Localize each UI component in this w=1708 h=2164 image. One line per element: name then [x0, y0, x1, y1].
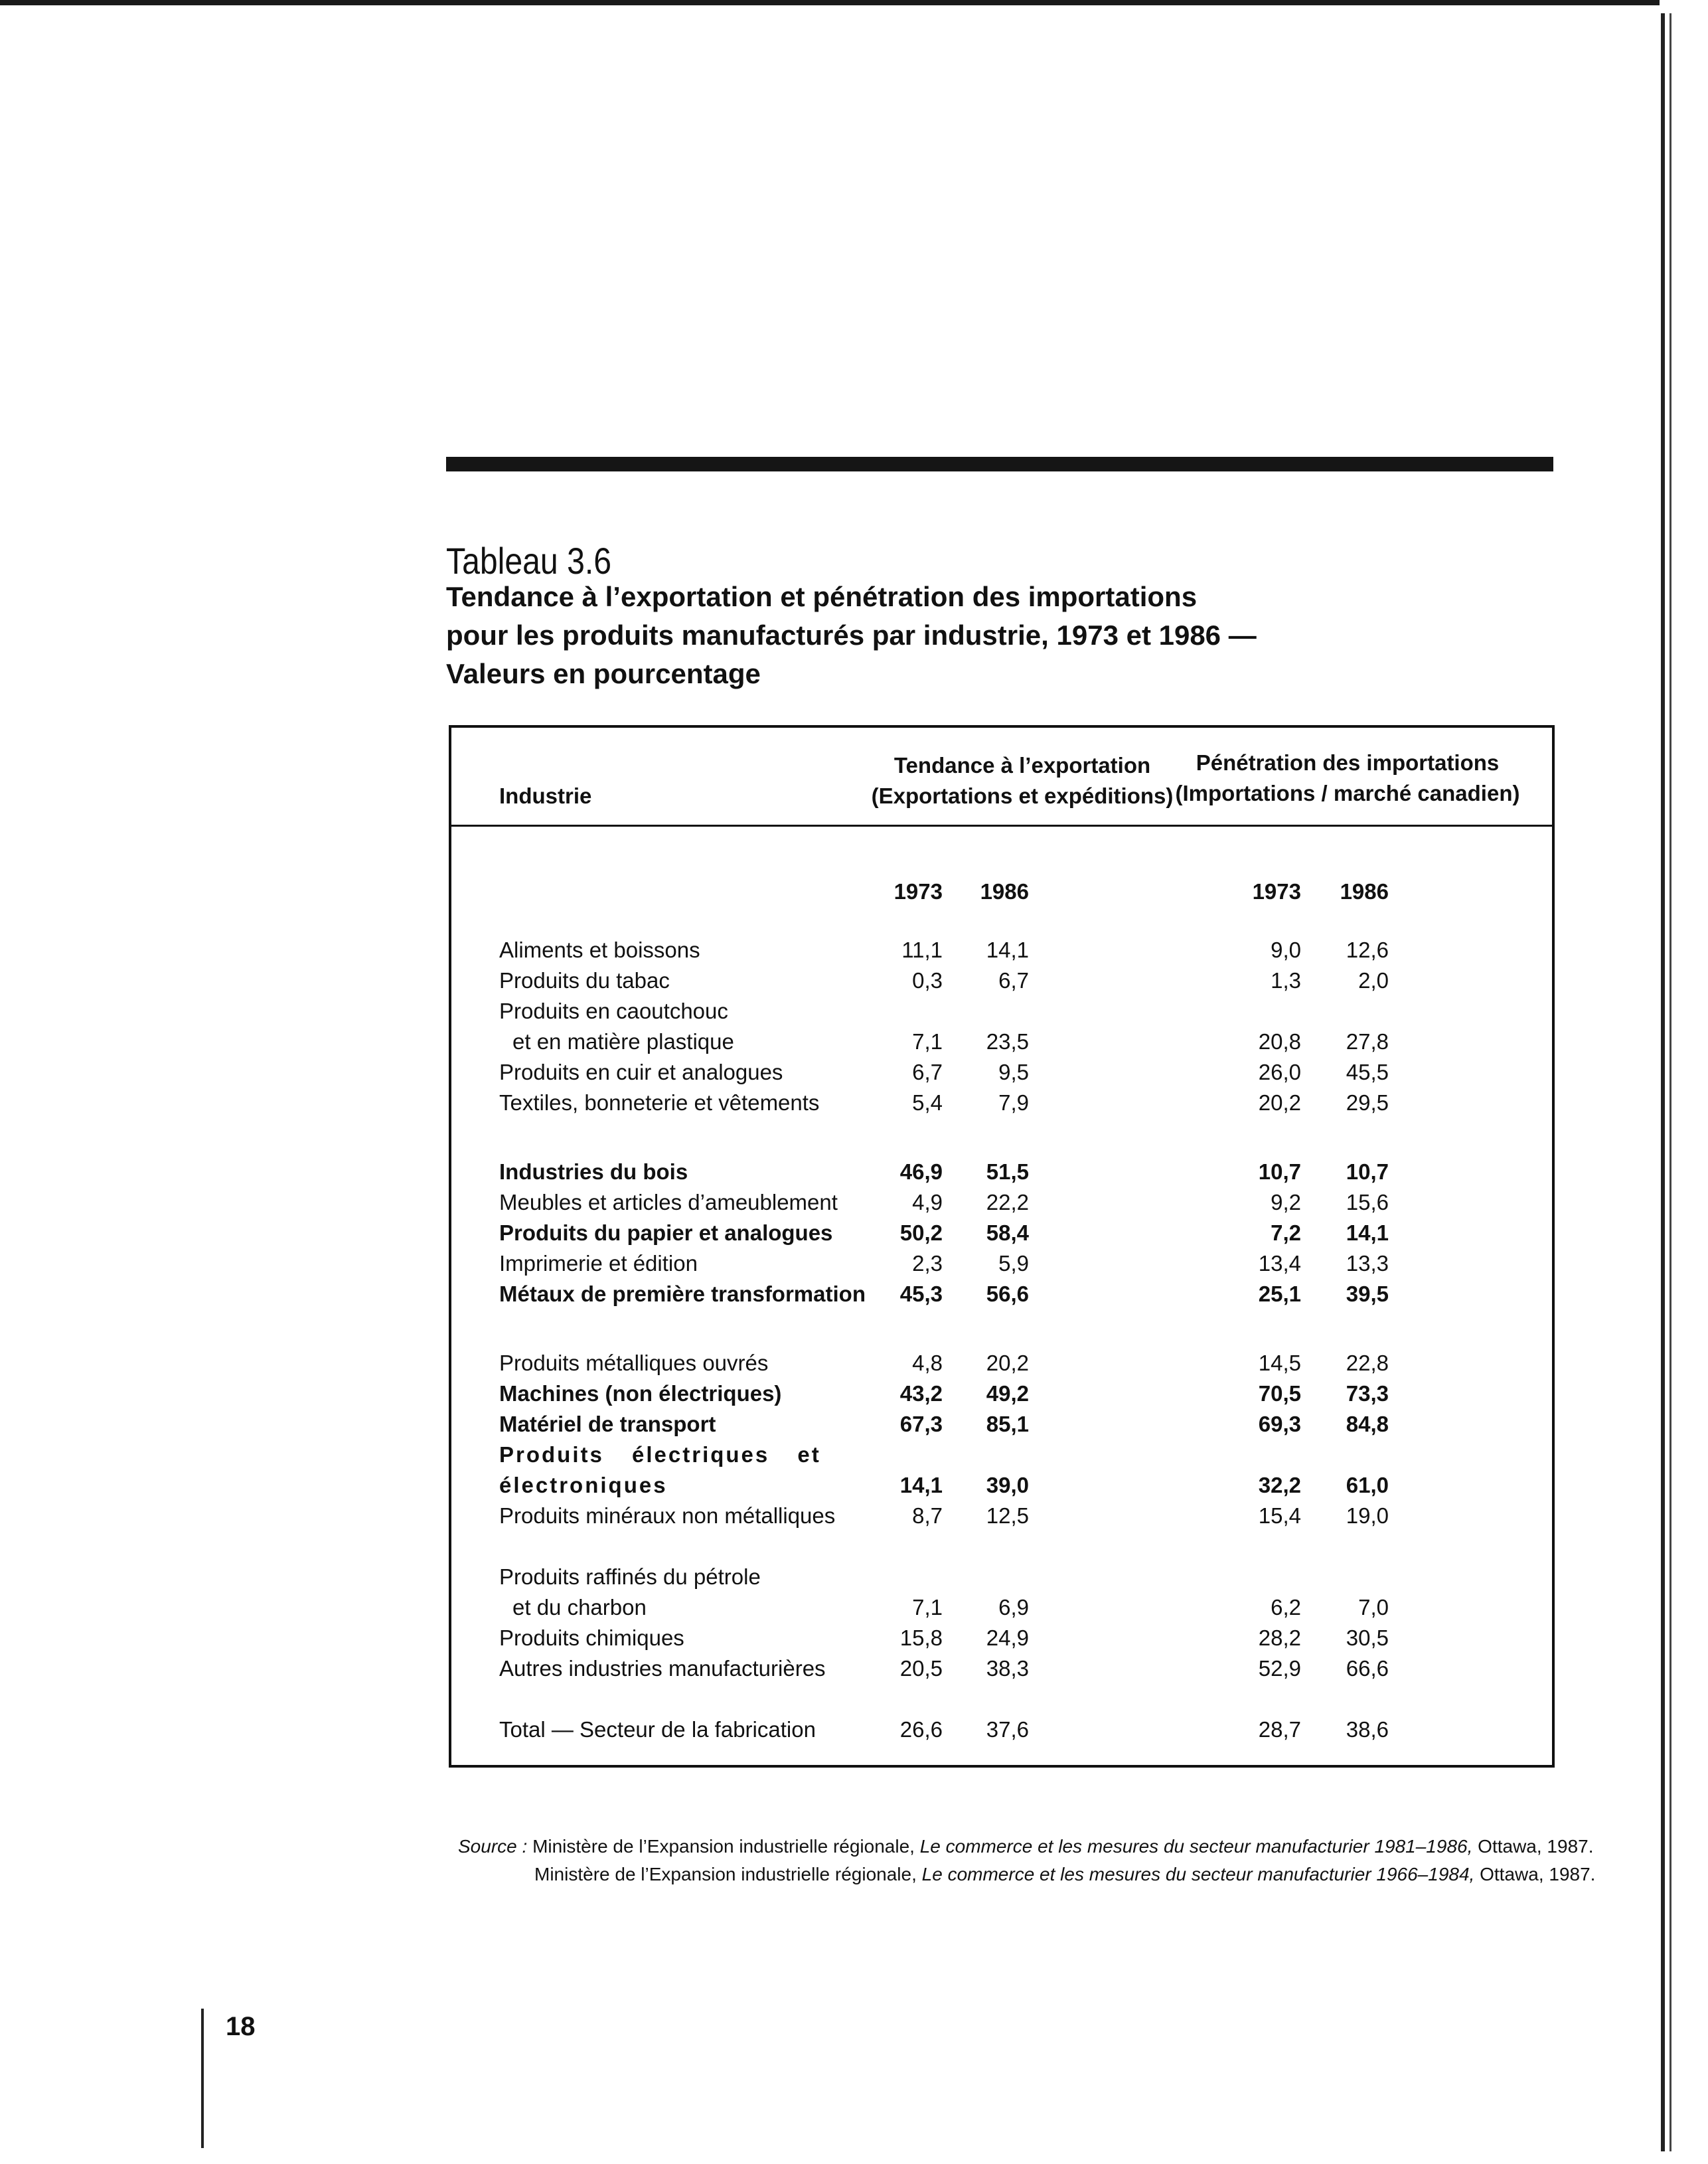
cell-value: 27,8 — [1346, 1029, 1389, 1054]
cell-value: 7,1 — [912, 1029, 943, 1054]
cell-value: 1,3 — [1271, 968, 1301, 993]
cell-value: 12,5 — [986, 1503, 1029, 1528]
year-import-1973: 1973 — [1252, 879, 1301, 904]
cell-value: 15,8 — [899, 1625, 943, 1650]
industry-label: Imprimerie et édition — [499, 1251, 698, 1276]
table-row — [451, 1378, 1552, 1409]
cell-value: 46,9 — [899, 1159, 943, 1184]
cell-value: 38,3 — [986, 1656, 1029, 1681]
cell-value: 49,2 — [986, 1381, 1029, 1406]
table-row — [451, 1157, 1552, 1187]
page-number: 18 — [226, 2012, 256, 2041]
cell-value: 20,5 — [899, 1656, 943, 1681]
industry-label: Aliments et boissons — [499, 938, 700, 962]
cell-value: 8,7 — [912, 1503, 943, 1528]
table-row — [451, 996, 1552, 1027]
cell-value: 84,8 — [1346, 1412, 1389, 1436]
cell-value: 85,1 — [986, 1412, 1029, 1436]
cell-value: 9,2 — [1271, 1190, 1301, 1214]
table-label: Tableau 3.6 — [446, 540, 612, 582]
header-export-line2: (Exportations et expéditions) — [871, 784, 1174, 808]
cell-value: 20,8 — [1258, 1029, 1301, 1054]
cell-value: 70,5 — [1258, 1381, 1301, 1406]
cell-value: 13,3 — [1346, 1251, 1389, 1276]
table-row — [451, 1409, 1552, 1440]
cell-value: 14,5 — [1258, 1351, 1301, 1375]
industry-label: Machines (non électriques) — [499, 1381, 782, 1406]
header-industrie: Industrie — [499, 784, 592, 808]
data-table — [449, 725, 1555, 1768]
year-export-1973: 1973 — [893, 879, 943, 904]
industry-label: et en matière plastique — [512, 1029, 734, 1054]
table-row — [451, 1348, 1552, 1378]
cell-value: 7,0 — [1358, 1595, 1389, 1620]
cell-value: 50,2 — [899, 1220, 943, 1245]
industry-label: Métaux de première transformation — [499, 1282, 866, 1306]
industry-label: Total — Secteur de la fabrication — [499, 1717, 816, 1742]
title-line: pour les produits manufacturés par industrie, 1973 et 1986 — — [446, 620, 1257, 651]
title-line: Valeurs en pourcentage — [446, 658, 761, 689]
scan-top-edge — [0, 0, 1660, 5]
industry-label: Meubles et articles d’ameublement — [499, 1190, 838, 1214]
industry-label: Produits en cuir et analogues — [499, 1060, 783, 1084]
source-place: Ottawa, 1987. — [1478, 1836, 1594, 1857]
source-title: Le commerce et les mesures du secteur manufacturier 1966–1984, — [921, 1864, 1475, 1884]
industry-label: Matériel de transport — [499, 1412, 716, 1436]
cell-value: 2,0 — [1358, 968, 1389, 993]
industry-label: Produits raffinés du pétrole — [499, 1564, 761, 1589]
cell-value: 9,5 — [998, 1060, 1029, 1084]
source-label: Source : — [458, 1836, 528, 1857]
header-import-line2: (Importations / marché canadien) — [1175, 781, 1520, 805]
cell-value: 14,1 — [986, 938, 1029, 962]
source-title: Le commerce et les mesures du secteur manufacturier 1981–1986, — [919, 1836, 1473, 1857]
cell-value: 20,2 — [1258, 1090, 1301, 1115]
cell-value: 6,9 — [998, 1595, 1029, 1620]
table-row — [451, 1248, 1552, 1279]
cell-value: 14,1 — [899, 1473, 943, 1497]
cell-value: 13,4 — [1258, 1251, 1301, 1276]
industry-label: Produits chimiques — [499, 1625, 684, 1650]
cell-value: 25,1 — [1258, 1282, 1301, 1306]
year-export-1986: 1986 — [980, 879, 1029, 904]
table-row — [451, 1653, 1552, 1684]
scan-right-edge-inner — [1669, 13, 1671, 2151]
title-line: Tendance à l’exportation et pénétration des importations — [446, 581, 1198, 612]
industry-label: Produits métalliques ouvrés — [499, 1351, 769, 1375]
cell-value: 69,3 — [1258, 1412, 1301, 1436]
cell-value: 22,2 — [986, 1190, 1029, 1214]
cell-value: 39,5 — [1346, 1282, 1389, 1306]
cell-value: 7,1 — [912, 1595, 943, 1620]
industry-label: électroniques — [499, 1473, 668, 1497]
cell-value: 58,4 — [986, 1220, 1029, 1245]
cell-value: 37,6 — [986, 1717, 1029, 1742]
header-rule — [446, 457, 1553, 471]
cell-value: 73,3 — [1346, 1381, 1389, 1406]
source-place: Ottawa, 1987. — [1480, 1864, 1596, 1884]
cell-value: 32,2 — [1258, 1473, 1301, 1497]
cell-value: 23,5 — [986, 1029, 1029, 1054]
cell-value: 67,3 — [899, 1412, 943, 1436]
cell-value: 30,5 — [1346, 1625, 1389, 1650]
cell-value: 5,9 — [998, 1251, 1029, 1276]
cell-value: 26,0 — [1258, 1060, 1301, 1084]
cell-value: 7,9 — [998, 1090, 1029, 1115]
header-import — [1175, 748, 1520, 809]
cell-value: 45,3 — [899, 1282, 943, 1306]
cell-value: 20,2 — [986, 1351, 1029, 1375]
cell-value: 10,7 — [1346, 1159, 1389, 1184]
source-publisher: Ministère de l’Expansion industrielle régionale, — [534, 1864, 917, 1884]
header-export-line1: Tendance à l’exportation — [893, 753, 1151, 778]
cell-value: 29,5 — [1346, 1090, 1389, 1115]
table-row — [451, 965, 1552, 996]
source-publisher: Ministère de l’Expansion industrielle régionale, — [532, 1836, 915, 1857]
cell-value: 6,2 — [1271, 1595, 1301, 1620]
cell-value: 45,5 — [1346, 1060, 1389, 1084]
cell-value: 38,6 — [1346, 1717, 1389, 1742]
scan-right-edge — [1661, 13, 1665, 2151]
cell-value: 61,0 — [1346, 1473, 1389, 1497]
cell-value: 4,8 — [912, 1351, 943, 1375]
cell-value: 6,7 — [912, 1060, 943, 1084]
table-row — [451, 1470, 1552, 1501]
table-row — [451, 1279, 1552, 1309]
cell-value: 39,0 — [986, 1473, 1029, 1497]
cell-value: 28,2 — [1258, 1625, 1301, 1650]
cell-value: 24,9 — [986, 1625, 1029, 1650]
table-row — [451, 1623, 1552, 1653]
cell-value: 6,7 — [998, 968, 1029, 993]
cell-value: 4,9 — [912, 1190, 943, 1214]
cell-value: 9,0 — [1271, 938, 1301, 962]
industry-label: Autres industries manufacturières — [499, 1656, 826, 1681]
cell-value: 26,6 — [899, 1717, 943, 1742]
table-row — [451, 1057, 1552, 1088]
table-title — [446, 578, 1442, 693]
cell-value: 43,2 — [899, 1381, 943, 1406]
cell-value: 52,9 — [1258, 1656, 1301, 1681]
cell-value: 51,5 — [986, 1159, 1029, 1184]
cell-value: 12,6 — [1346, 938, 1389, 962]
source-line-1 — [458, 1833, 1595, 1861]
cell-value: 10,7 — [1258, 1159, 1301, 1184]
source-line-2 — [458, 1861, 1595, 1888]
cell-value: 14,1 — [1346, 1220, 1389, 1245]
cell-value: 5,4 — [912, 1090, 943, 1115]
header-import-line1: Pénétration des importations — [1196, 750, 1500, 775]
table-row — [451, 1187, 1552, 1218]
industry-label: Produits électriques et — [499, 1442, 821, 1467]
industry-label: Industries du bois — [499, 1159, 688, 1184]
table-row — [451, 935, 1552, 965]
cell-value: 2,3 — [912, 1251, 943, 1276]
cell-value: 11,1 — [901, 938, 943, 962]
cell-value: 15,4 — [1258, 1503, 1301, 1528]
header-separator — [451, 825, 1552, 827]
source-note — [458, 1833, 1595, 1888]
cell-value: 66,6 — [1346, 1656, 1389, 1681]
industry-label: et du charbon — [512, 1595, 647, 1620]
industry-label: Produits minéraux non métalliques — [499, 1503, 836, 1528]
cell-value: 7,2 — [1271, 1220, 1301, 1245]
industry-label: Textiles, bonneterie et vêtements — [499, 1090, 820, 1115]
cell-value: 22,8 — [1346, 1351, 1389, 1375]
year-import-1986: 1986 — [1340, 879, 1389, 904]
table-row — [451, 1501, 1552, 1531]
cell-value: 28,7 — [1258, 1717, 1301, 1742]
table-row — [451, 1562, 1552, 1592]
cell-value: 15,6 — [1346, 1190, 1389, 1214]
table-row — [451, 1027, 1552, 1057]
industry-label: Produits du papier et analogues — [499, 1220, 833, 1245]
table-row — [451, 1592, 1552, 1623]
industry-label: Produits du tabac — [499, 968, 670, 993]
industry-label: Produits en caoutchouc — [499, 999, 728, 1023]
table-row — [451, 1440, 1552, 1470]
table-row — [451, 1714, 1552, 1745]
header-export — [863, 750, 1182, 811]
cell-value: 19,0 — [1346, 1503, 1389, 1528]
page-margin-bar — [201, 2009, 204, 2148]
cell-value: 0,3 — [912, 968, 943, 993]
cell-value: 56,6 — [986, 1282, 1029, 1306]
table-row — [451, 1218, 1552, 1248]
table-row — [451, 1088, 1552, 1118]
